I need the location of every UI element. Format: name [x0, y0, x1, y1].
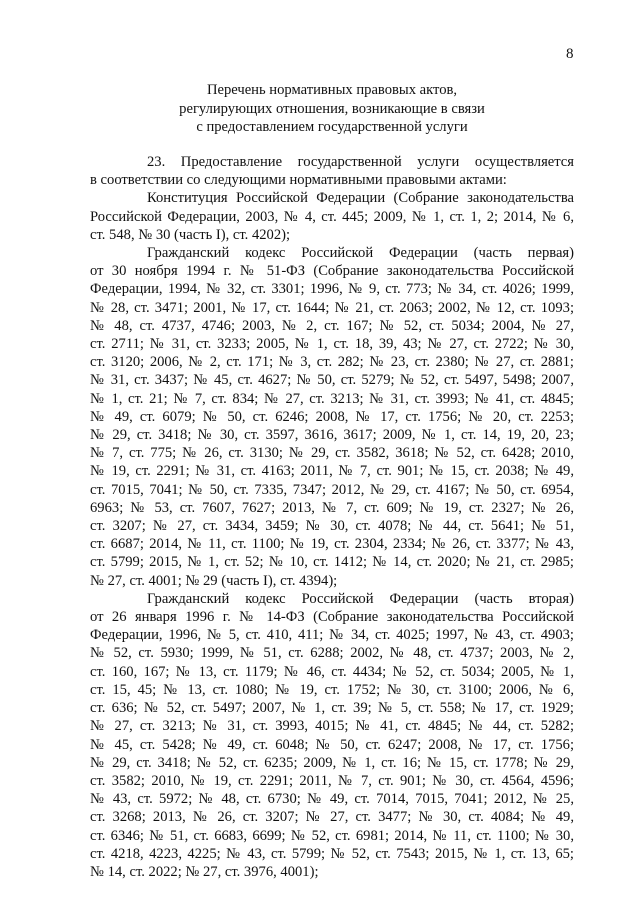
paragraph-line: ст. 4218, 4223, 4225; № 43, ст. 5799; № 52, ст. 7543; 2015, № 1, ст. 13, 65; [90, 845, 574, 862]
page-number: 8 [566, 46, 574, 62]
paragraph-line: Гражданский кодекс Российской Федерации (часть первая) [147, 245, 574, 262]
paragraph-line: ст. 636; № 52, ст. 5497; 2007, № 1, ст. 39; № 5, ст. 558; № 17, ст. 1929; [90, 700, 574, 717]
paragraph-line: ст. 6346; № 51, ст. 6683, 6699; № 52, ст. 6981; 2014, № 11, ст. 1100; № 30, [90, 827, 574, 844]
paragraph-line: Гражданский кодекс Российской Федерации (часть вторая) [147, 590, 574, 607]
paragraph-line: ст. 3582; 2010, № 19, ст. 2291; 2011, № 7, ст. 901; № 30, ст. 4564, 4596; [90, 772, 574, 789]
paragraph-line: ст. 5799; 2015, № 1, ст. 52; № 10, ст. 1412; № 14, ст. 2020; № 21, ст. 2985; [90, 554, 574, 571]
paragraph-line: № 43, ст. 5972; № 48, ст. 6730; № 49, ст. 7014, 7015, 7041; 2012, № 25, [90, 791, 574, 808]
paragraph-line: ст. 6687; 2014, № 11, ст. 1100; № 19, ст. 2304, 2334; № 26, ст. 3377; № 43, [90, 536, 574, 553]
paragraph [90, 153, 574, 189]
paragraph-line: № 31, ст. 3437; № 45, ст. 4627; № 50, ст. 5279; № 52, ст. 5497, 5498; 2007, [90, 372, 574, 389]
paragraph-line: № 29, ст. 3418; № 30, ст. 3597, 3616, 3617; 2009, № 1, ст. 14, 19, 20, 23; [90, 427, 574, 444]
paragraph [90, 244, 574, 590]
title-line: с предоставлением государственной услуги [196, 119, 468, 135]
paragraph-line: ст. 3207; № 27, ст. 3434, 3459; № 30, ст. 4078; № 44, ст. 5641; № 51, [90, 518, 574, 535]
paragraph-line: № 27, ст. 3213; № 31, ст. 3993, 4015; № 41, ст. 4845; № 44, ст. 5282; [90, 718, 574, 735]
paragraph-line: ст. 7015, 7041; № 50, ст. 7335, 7347; 2012, № 29, ст. 4167; № 50, ст. 6954, [90, 481, 574, 498]
paragraph-line: ст. 548, № 30 (часть I), ст. 4202); [90, 226, 291, 243]
paragraph-line: 6963; № 53, ст. 7607, 7627; 2013, № 7, ст. 609; № 19, ст. 2327; № 26, [90, 499, 574, 516]
paragraph-line: № 1, ст. 21; № 7, ст. 834; № 27, ст. 3213; № 31, ст. 3993; № 41, ст. 4845; [90, 390, 574, 407]
paragraph-line: ст. 3268; 2013, № 26, ст. 3207; № 27, ст. 3477; № 30, ст. 4084; № 49, [90, 809, 574, 826]
paragraph-line: № 27, ст. 4001; № 29 (часть I), ст. 4394); [90, 572, 338, 589]
paragraph-line: Федерации, 1996, № 5, ст. 410, 411; № 34, ст. 4025; 1997, № 43, ст. 4903; [90, 627, 574, 644]
paragraph-line: Федерации, 1994, № 32, ст. 3301; 1996, № 9, ст. 773; № 34, ст. 4026; 1999, [90, 281, 574, 298]
document-body [90, 153, 574, 881]
paragraph-line: ст. 15, 45; № 13, ст. 1080; № 19, ст. 1752; № 30, ст. 3100; 2006, № 6, [90, 681, 574, 698]
paragraph-line: ст. 3120; 2006, № 2, ст. 171; № 3, ст. 282; № 23, ст. 2380; № 27, ст. 2881; [90, 354, 574, 371]
paragraph-line: № 28, ст. 3471; 2001, № 17, ст. 1644; № 21, ст. 2063; 2002, № 12, ст. 1093; [90, 299, 574, 316]
paragraph-line: в соответствии со следующими нормативными правовыми актами: [90, 172, 507, 189]
paragraph-line: ст. 2711; № 31, ст. 3233; 2005, № 1, ст. 18, 39, 43; № 27, ст. 2722; № 30, [90, 336, 574, 353]
paragraph-line: Российской Федерации, 2003, № 4, ст. 445; 2009, № 1, ст. 1, 2; 2014, № 6, [90, 208, 574, 225]
paragraph [90, 189, 574, 244]
paragraph-line: № 7, ст. 775; № 26, ст. 3130; № 29, ст. 3582, 3618; № 52, ст. 6428; 2010, [90, 445, 574, 462]
paragraph-line: № 49, ст. 6079; № 50, ст. 6246; 2008, № 17, ст. 1756; № 20, ст. 2253; [90, 408, 574, 425]
paragraph-line: от 30 ноября 1994 г. № 51-ФЗ (Собрание законодательства Российской [90, 263, 574, 280]
paragraph-line: № 29, ст. 3418; № 52, ст. 6235; 2009, № 1, ст. 16; № 15, ст. 1778; № 29, [90, 754, 574, 771]
paragraph-line: № 19, ст. 2291; № 31, ст. 4163; 2011, № 7, ст. 901; № 15, ст. 2038; № 49, [90, 463, 574, 480]
title-line: Перечень нормативных правовых актов, [206, 82, 458, 98]
paragraph-line: № 14, ст. 2022; № 27, ст. 3976, 4001); [90, 863, 319, 880]
paragraph-line: Конституция Российской Федерации (Собрание законодательства [147, 190, 574, 207]
paragraph-line: № 52, ст. 5930; 1999, № 51, ст. 6288; 2002, № 48, ст. 4737; 2003, № 2, [90, 645, 574, 662]
paragraph-line: № 48, ст. 4737, 4746; 2003, № 2, ст. 167; № 52, ст. 5034; 2004, № 27, [90, 317, 574, 334]
paragraph-line: 23. Предоставление государственной услуги осуществляется [147, 154, 574, 170]
section-title [90, 81, 574, 137]
paragraph-line: ст. 160, 167; № 13, ст. 1179; № 46, ст. 4434; № 52, ст. 5034; 2005, № 1, [90, 663, 574, 680]
paragraph-line: от 26 января 1996 г. № 14-ФЗ (Собрание законодательства Российской [90, 609, 574, 626]
title-line: регулирующих отношения, возникающие в связи [179, 100, 485, 117]
paragraph-line: № 45, ст. 5428; № 49, ст. 6048; № 50, ст. 6247; 2008, № 17, ст. 1756; [90, 736, 574, 753]
paragraph [90, 590, 574, 881]
